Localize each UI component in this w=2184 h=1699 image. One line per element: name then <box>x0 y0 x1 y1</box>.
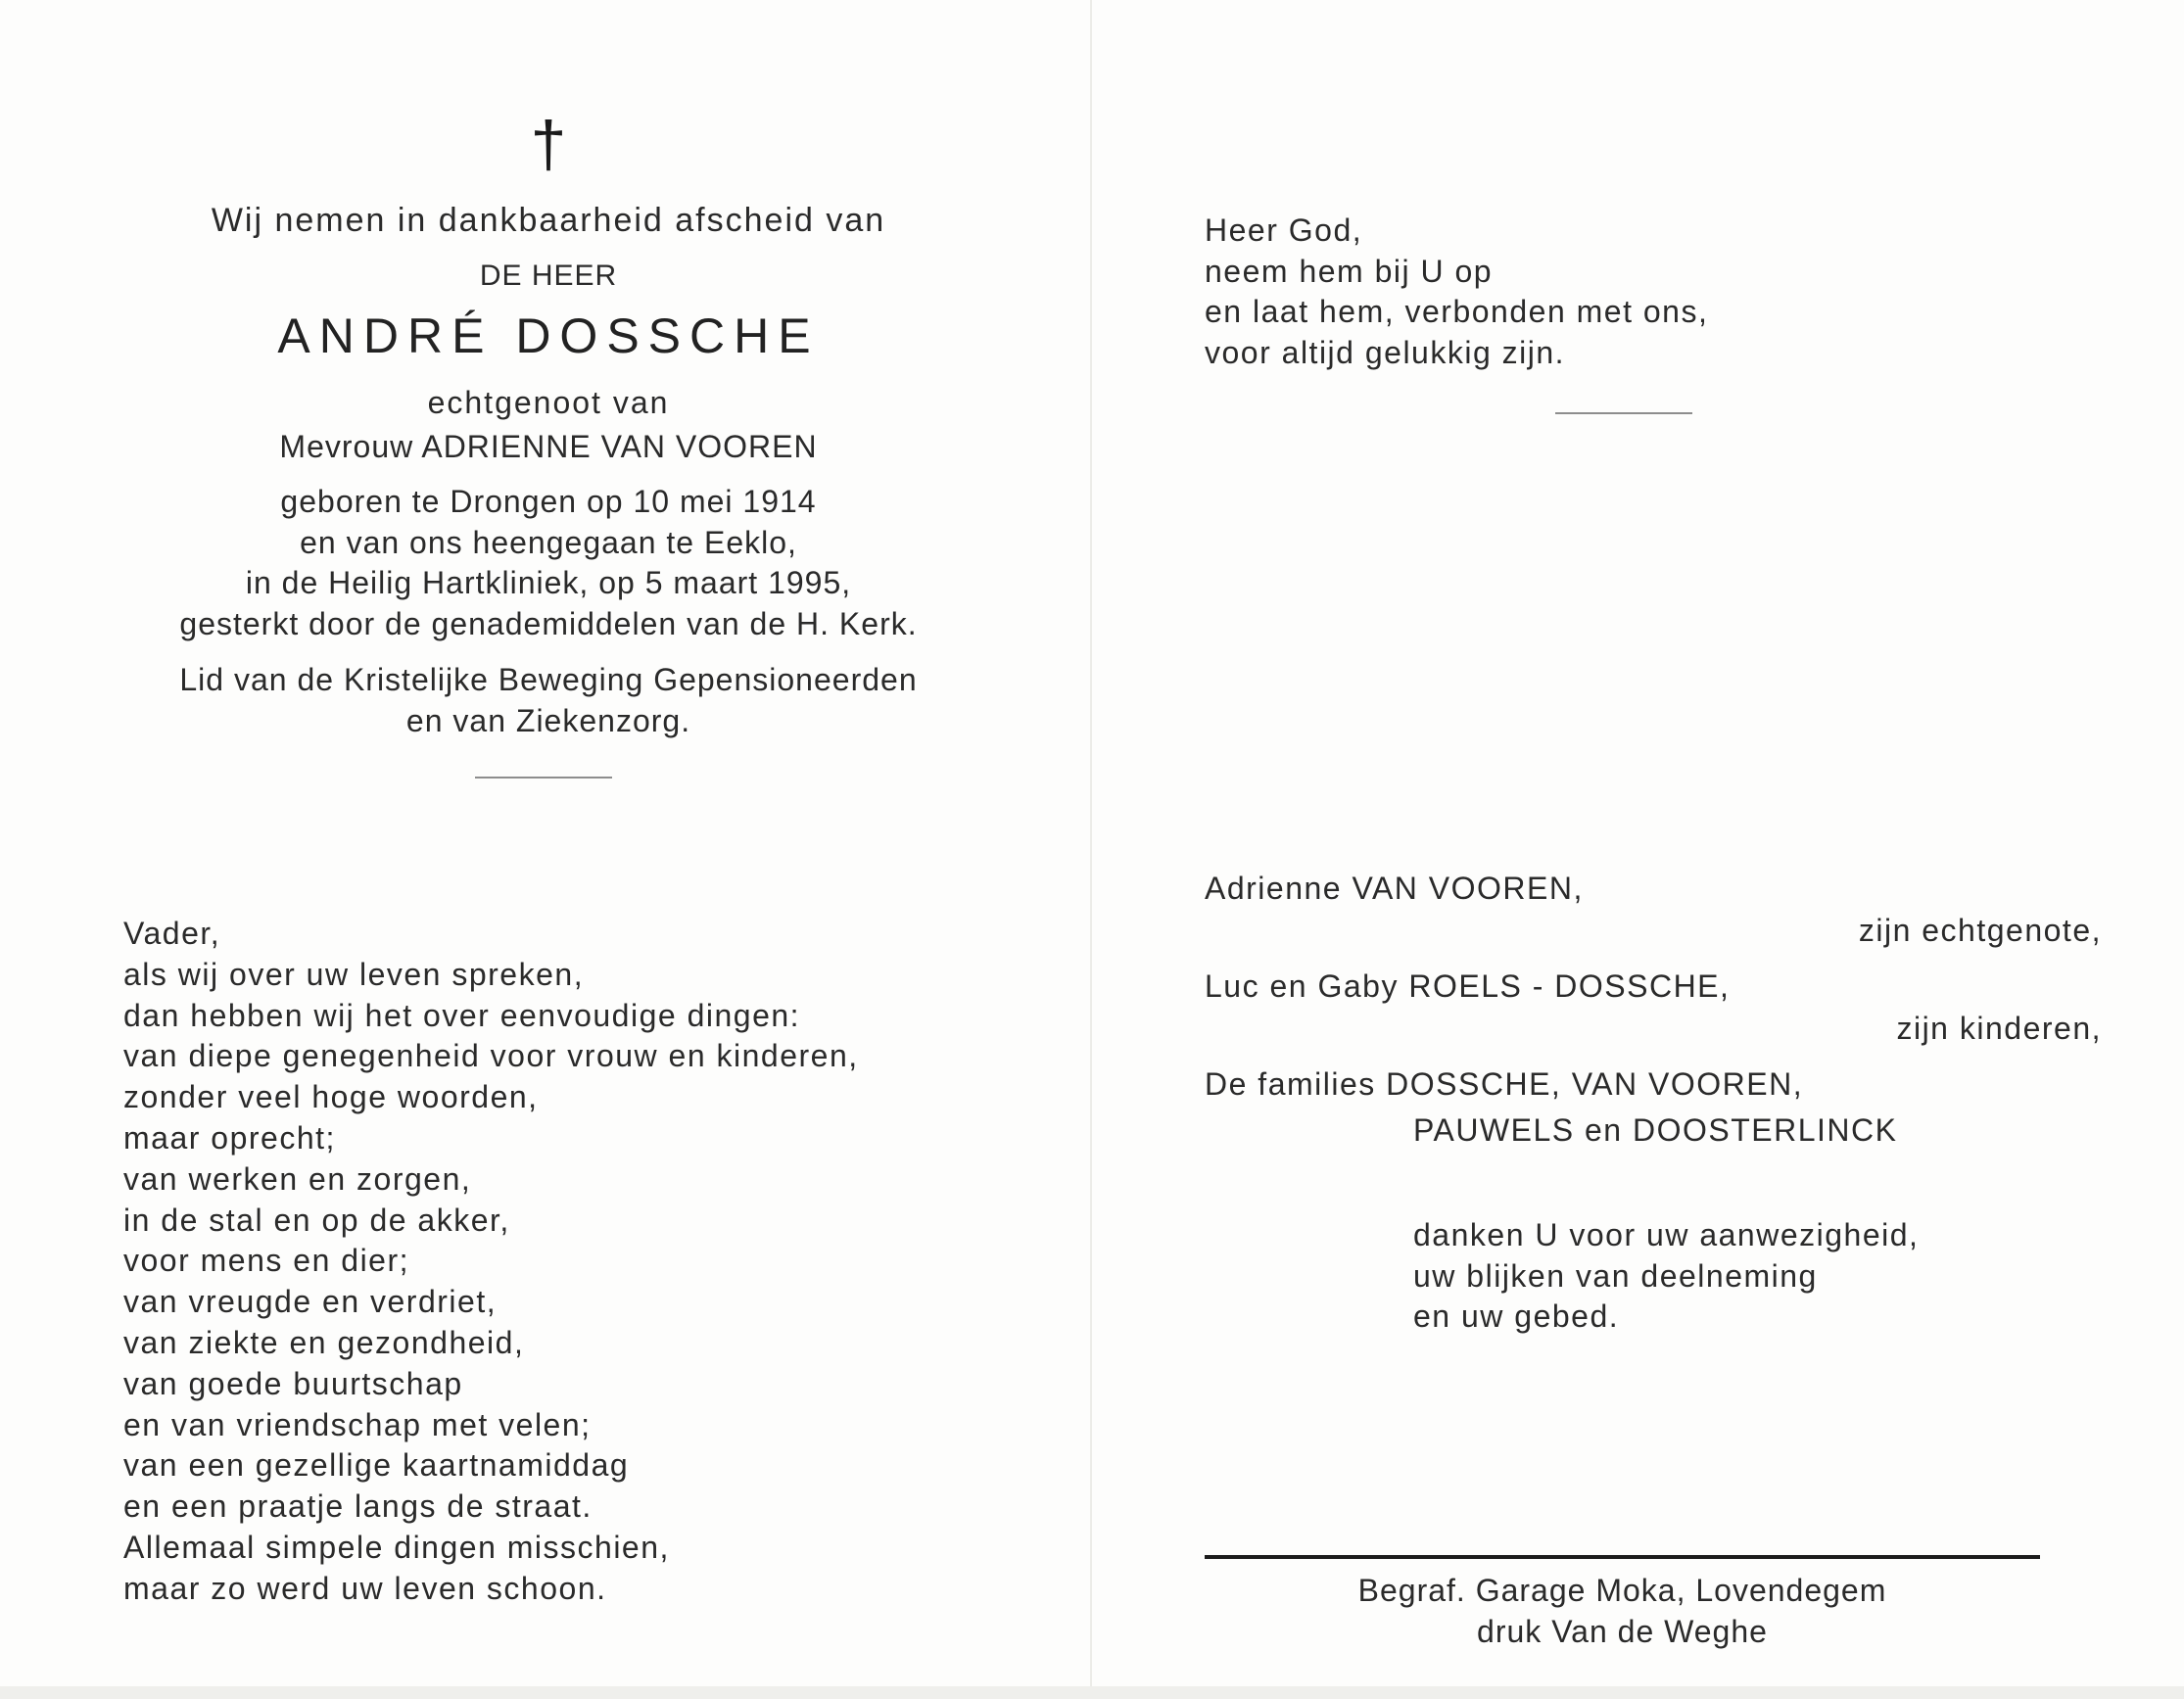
spouse-role: zijn echtgenote, <box>1858 913 2102 948</box>
prayer-line: voor altijd gelukkig zijn. <box>1205 334 1566 370</box>
poem <box>123 914 1005 1610</box>
card-fold-line <box>1090 0 1092 1686</box>
cross-icon: † <box>530 108 567 180</box>
left-panel <box>98 0 999 1686</box>
families-line: PAUWELS en DOOSTERLINCK <box>1413 1112 1898 1148</box>
poem-line: dan hebben wij het over eenvoudige dingen: <box>123 997 801 1033</box>
poem-line: van goede buurtschap <box>123 1365 463 1401</box>
poem-line: maar oprecht; <box>123 1119 336 1156</box>
spouse-line: Adrienne VAN VOOREN, <box>1205 871 1584 906</box>
life-details <box>98 482 999 644</box>
footer <box>1205 1570 2040 1652</box>
thanks-line: uw blijken van deelneming <box>1413 1257 1818 1294</box>
poem-line: zonder veel hoge woorden, <box>123 1079 539 1115</box>
families-line: De families DOSSCHE, VAN VOOREN, <box>1205 1066 1804 1102</box>
poem-line: van diepe genegenheid voor vrouw en kinderen, <box>123 1038 859 1074</box>
prayer <box>1205 211 2086 373</box>
life-line: en van ons heengegaan te Eeklo, <box>300 524 797 560</box>
opening-line: Wij nemen in dankbaarheid afscheid van <box>211 202 886 239</box>
thanks-line: en uw gebed. <box>1413 1298 1620 1334</box>
printer-line: druk Van de Weghe <box>1477 1614 1768 1649</box>
deceased-name: ANDRÉ DOSSCHE <box>277 308 820 363</box>
membership-line: Lid van de Kristelijke Beweging Gepensioneerden <box>179 662 918 697</box>
membership-line: en van Ziekenzorg. <box>405 703 691 738</box>
poem-line: van werken en zorgen, <box>123 1160 472 1197</box>
right-panel <box>1205 0 2102 1686</box>
divider <box>1555 412 1692 414</box>
thanks <box>1413 1215 2079 1338</box>
poem-line: Vader, <box>123 916 221 951</box>
children-line: Luc en Gaby ROELS - DOSSCHE, <box>1205 968 1731 1004</box>
poem-line: in de stal en op de akker, <box>123 1202 510 1238</box>
footer-rule <box>1205 1555 2040 1559</box>
poem-line: en van vriendschap met velen; <box>123 1406 592 1442</box>
poem-line: Allemaal simpele dingen misschien, <box>123 1529 670 1565</box>
spouse-name: Mevrouw ADRIENNE VAN VOOREN <box>279 429 818 464</box>
membership-details <box>98 659 999 741</box>
undertaker-line: Begraf. Garage Moka, Lovendegem <box>1357 1573 1887 1608</box>
prayer-line: Heer God, <box>1205 212 1363 248</box>
prayer-line: neem hem bij U op <box>1205 253 1494 289</box>
spouse-intro: echtgenoot van <box>427 385 670 420</box>
honorific: DE HEER <box>479 260 618 292</box>
poem-line: en een praatje langs de straat. <box>123 1488 593 1525</box>
prayer-line: en laat hem, verbonden met ons, <box>1205 294 1709 329</box>
poem-line: van ziekte en gezondheid, <box>123 1324 525 1360</box>
life-line: gesterkt door de genademiddelen van de H. Kerk. <box>179 605 918 641</box>
poem-line: maar zo werd uw leven schoon. <box>123 1570 607 1606</box>
life-line: in de Heilig Hartkliniek, op 5 maart 1995, <box>245 565 852 600</box>
poem-line: voor mens en dier; <box>123 1243 410 1279</box>
poem-line: als wij over uw leven spreken, <box>123 956 585 992</box>
poem-line: van vreugde en verdriet, <box>123 1284 498 1320</box>
thanks-line: danken U voor uw aanwezigheid, <box>1413 1217 1920 1252</box>
children-role: zijn kinderen, <box>1896 1011 2102 1046</box>
divider <box>475 777 612 779</box>
card-bottom-edge <box>0 1686 2184 1699</box>
poem-line: van een gezellige kaartnamiddag <box>123 1447 630 1484</box>
life-line: geboren te Drongen op 10 mei 1914 <box>280 484 817 519</box>
